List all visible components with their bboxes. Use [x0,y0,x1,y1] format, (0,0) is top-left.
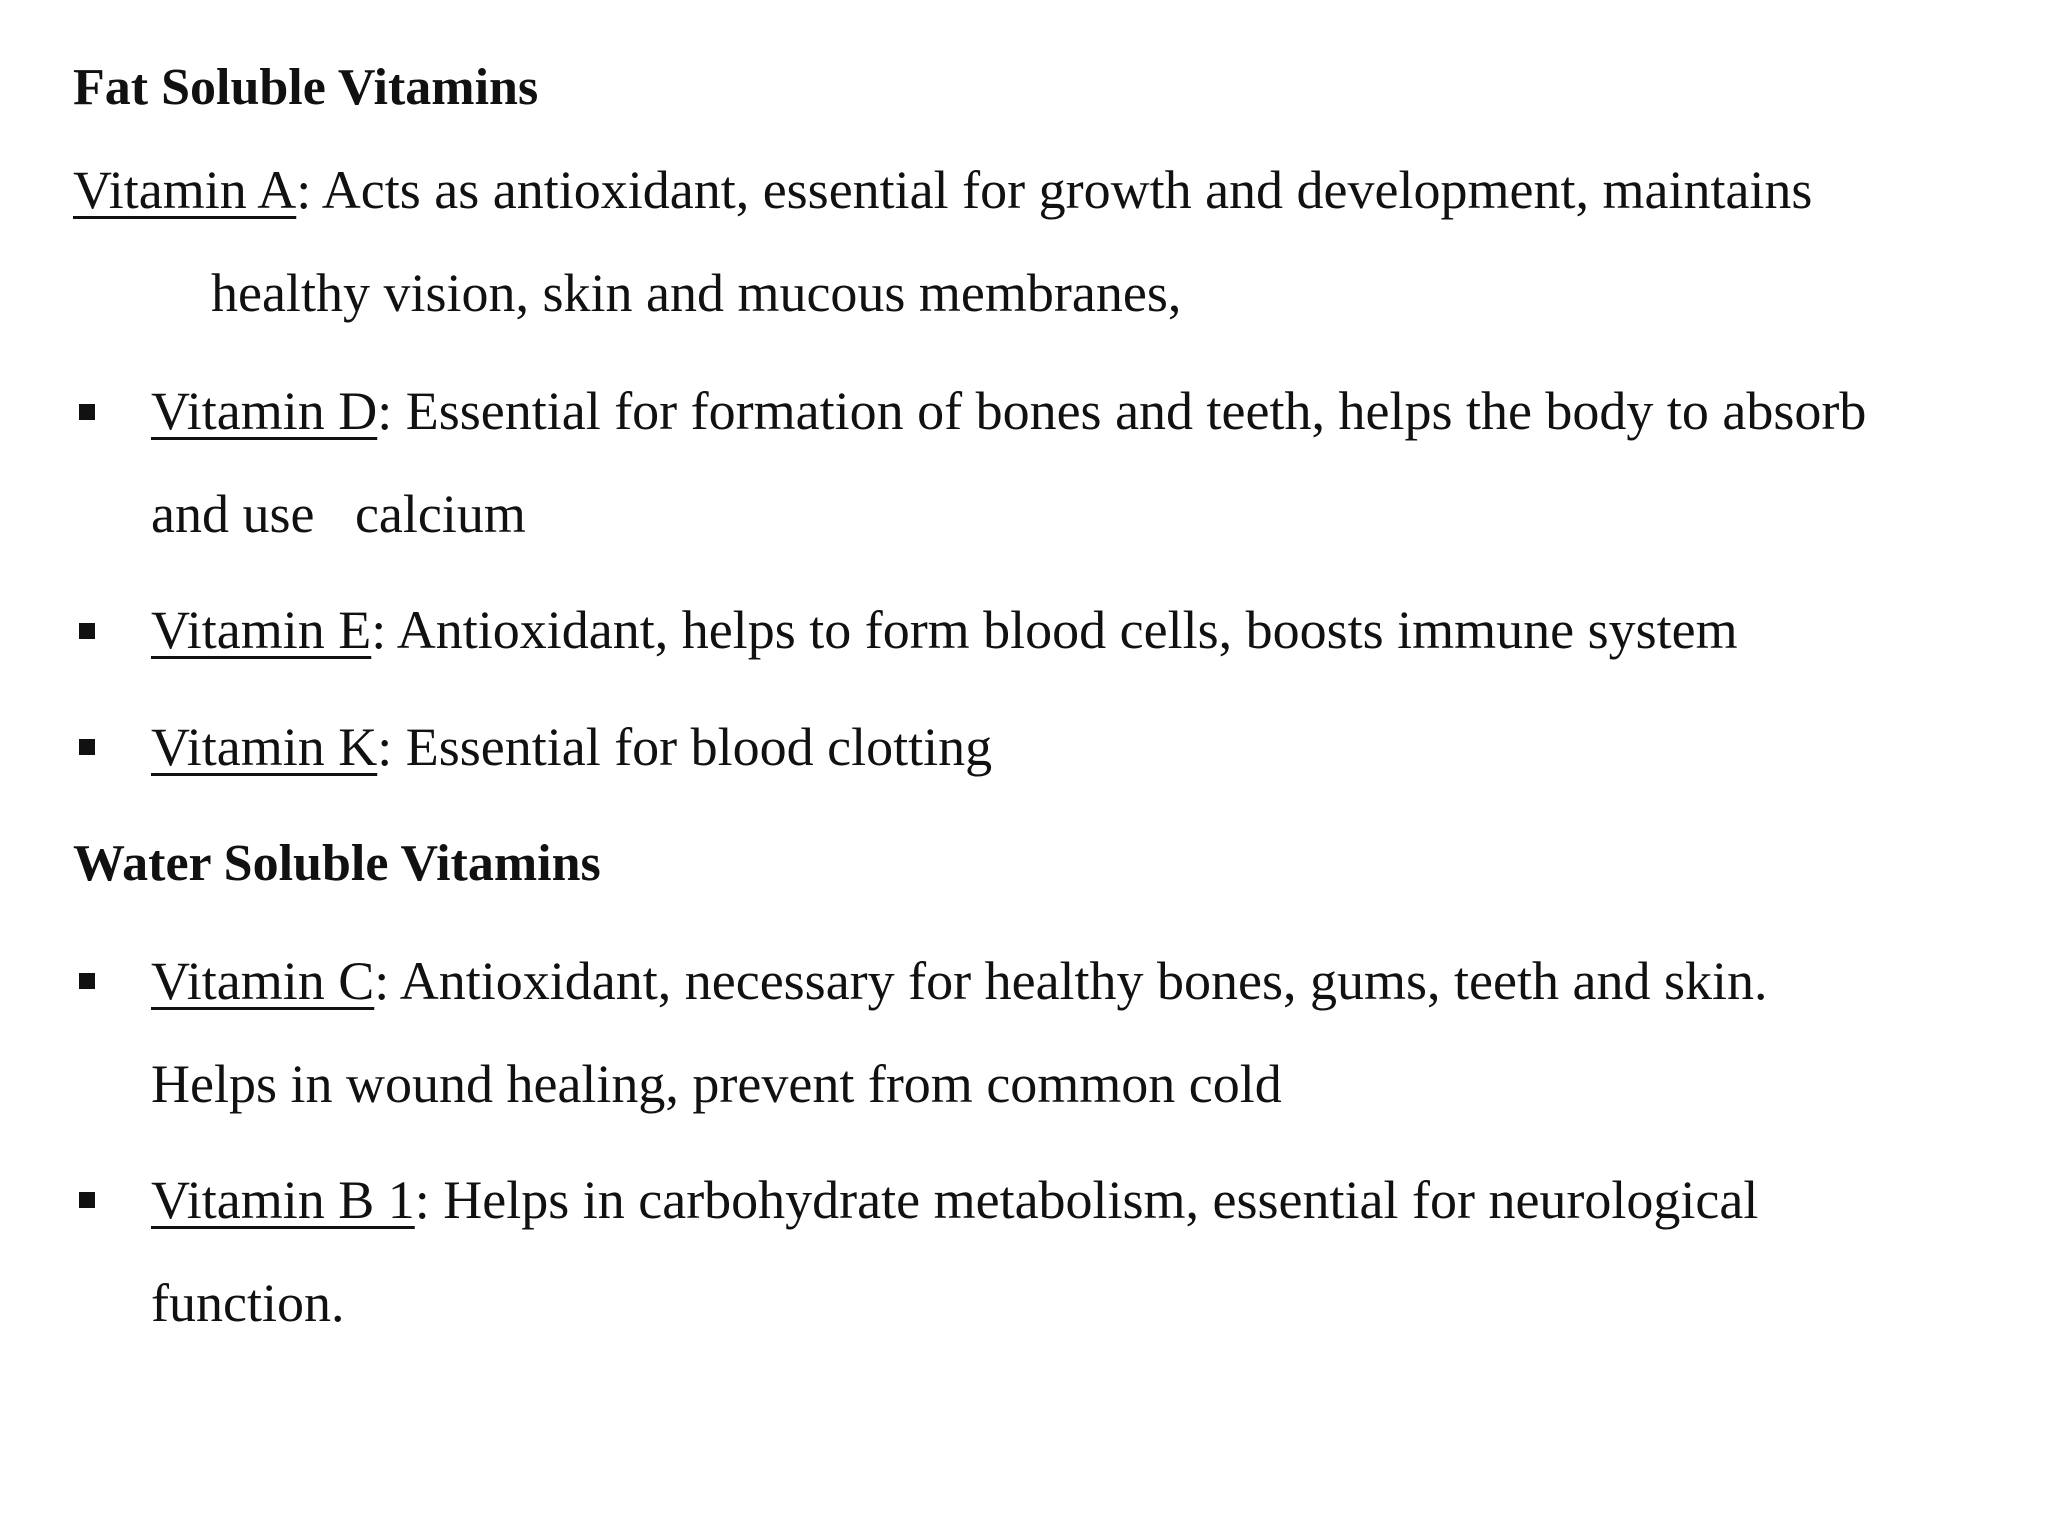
bullet-icon [79,973,95,989]
vitamin-c-line-1 [151,951,1768,1011]
vitamin-b1-term: Vitamin B 1 [151,1170,415,1230]
vitamin-a-description: : Acts as antioxidant, essential for growth and development, maintains [296,160,1813,220]
vitamin-c-line-2: Helps in wound healing, prevent from common cold [151,1054,1282,1114]
bullet-icon [79,404,95,420]
vitamin-a-line-1 [73,160,1813,220]
vitamin-c-description: : Antioxidant, necessary for healthy bones, gums, teeth and skin. [374,951,1768,1011]
vitamin-d-term: Vitamin D [151,381,378,441]
bullet-icon [79,623,95,639]
vitamin-a-line-2: healthy vision, skin and mucous membranes, [211,263,1182,323]
vitamin-e-line-1 [151,600,1738,660]
vitamin-k-line-1 [151,717,993,777]
vitamin-e-description: : Antioxidant, helps to form blood cells, boosts immune system [371,600,1738,660]
vitamin-k-term: Vitamin K [151,717,378,777]
vitamin-d-description: : Essential for formation of bones and teeth, helps the body to absorb [377,381,1867,441]
vitamin-d-line-1 [151,381,1867,441]
vitamin-e-term: Vitamin E [151,600,372,660]
vitamin-d-line-2: and use calcium [151,484,526,544]
vitamin-a-term: Vitamin A [73,160,297,220]
bullet-icon [79,1192,95,1208]
vitamin-c-term: Vitamin C [151,951,375,1011]
fat-soluble-heading: Fat Soluble Vitamins [73,59,539,116]
vitamin-b1-line-2: function. [151,1273,345,1333]
water-soluble-heading: Water Soluble Vitamins [73,835,601,892]
vitamin-k-description: : Essential for blood clotting [377,717,993,777]
vitamin-b1-line-1 [151,1170,1759,1230]
vitamin-b1-description: : Helps in carbohydrate metabolism, essential for neurological [414,1170,1759,1230]
bullet-icon [79,739,95,755]
